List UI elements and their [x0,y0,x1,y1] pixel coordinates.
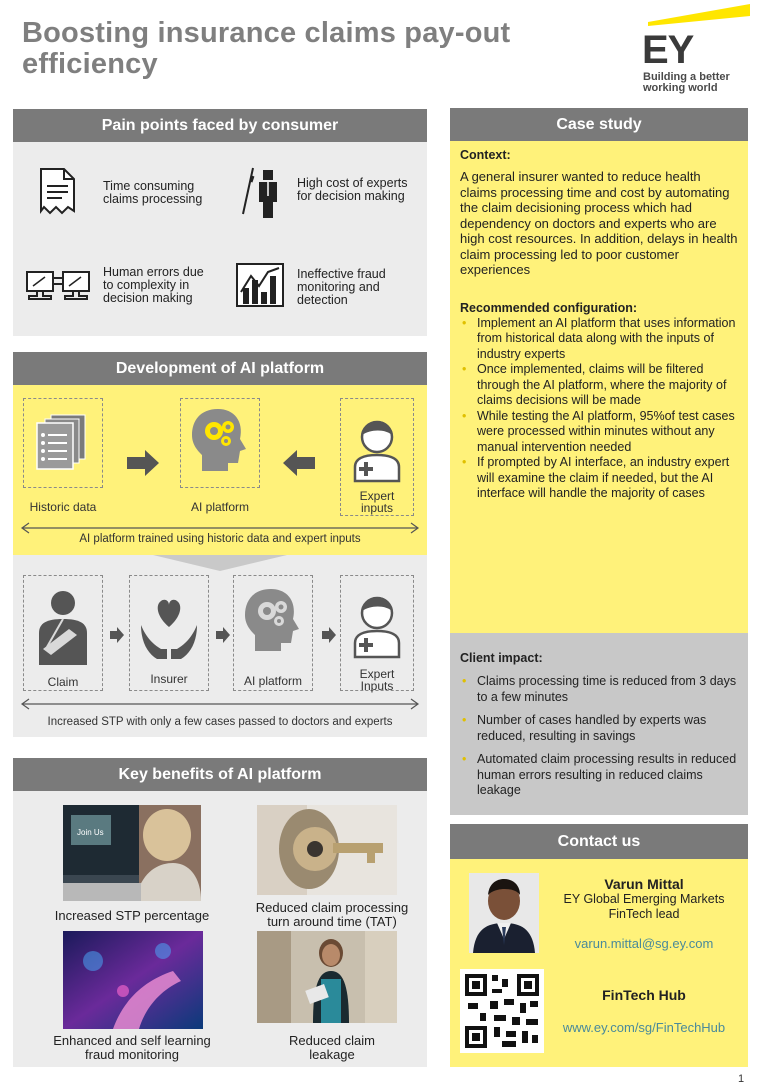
arrow-right-icon [125,449,161,477]
list-item: • Implement an AI platform that uses information from historical data along with the inputs of industry experts [460,316,739,363]
brain-gears-icon [241,585,305,655]
benefit-caption-4: Reduced claim leakage [289,1033,375,1062]
claim-label: Claim [47,675,79,689]
arrow-left-icon [281,449,317,477]
list-item: • While testing the AI platform, 95%of test cases were processed within minutes without any manual intervention needed [460,409,739,456]
ey-logo-bar-icon [640,2,752,28]
contact-heading: Contact us [450,824,748,859]
training-panel [13,385,427,555]
list-item: • Automated claim processing results in reduced human errors resulting in reduced claims leakage [460,752,739,799]
page-title: Boosting insurance claims pay-out efficiency [22,17,511,80]
pain-points-heading: Pain points faced by consumer [13,109,427,142]
list-item: • Claims processing time is reduced from 3 days to a few minutes [460,674,739,705]
ey-logo[interactable] [640,2,752,98]
benefit-image-computer [63,805,201,901]
list-item: • Once implemented, claims will be filtered through the AI platform, where the majority of claims decisions will be made [460,362,739,409]
svg-text:Join Us: Join Us [77,828,104,837]
contact-email-link[interactable]: varun.mittal@sg.ey.com [574,936,714,951]
impact-list [460,674,739,799]
doctor-icon [345,417,409,483]
process-caption: Increased STP with only a few cases passed to doctors and experts [47,716,393,728]
benefit-caption-1: Increased STP percentage [54,908,210,923]
benefit-image-digital-hand [63,931,203,1029]
impact-label: Client impact: [460,651,543,665]
fintech-hub-link[interactable]: www.ey.com/sg/FinTechHub [562,1020,726,1035]
client-impact-panel [450,633,748,815]
brain-gears-icon [188,405,252,475]
development-heading: Development of AI platform [13,352,427,385]
training-caption: AI platform trained using historic data and expert inputs [79,533,361,545]
doctor-icon [345,593,409,659]
pain-point-1: Time consuming claims processing [103,179,203,206]
pain-point-4: Ineffective fraud monitoring and detection [297,267,386,307]
insurer-label: Insurer [150,672,188,686]
documents-icon [33,413,93,473]
pain-points-panel [13,142,427,336]
ai-platform-label: AI platform [190,500,250,514]
arrow-right-icon [321,626,337,644]
list-item: • If prompted by AI interface, an industry expert will examine the claim if needed, but the AI interface will handle the majority of cases [460,455,739,502]
double-arrow-icon [19,698,421,710]
context-text: A general insurer wanted to reduce health claims processing time and cost by automating the claim decisioning process which had dependency on doctors and experts who are high cost resources. In addition, delays in health claim processing led to poor customer experiences [460,169,738,277]
funnel-shape [153,555,287,573]
caring-hands-icon [137,595,201,663]
benefit-caption-2: Reduced claim processing turn around time (TAT) [255,900,409,929]
benefits-panel [13,791,427,1067]
contact-role: EY Global Emerging Markets FinTech lead [563,892,725,921]
expert-icon [239,164,287,220]
context-label: Context: [460,148,511,162]
computers-icon [25,270,91,302]
case-study-panel [450,141,748,633]
document-icon [38,166,78,218]
config-list [460,316,739,502]
pain-point-3: Human errors due to complexity in decision making [103,265,204,305]
qr-code-icon[interactable] [460,969,544,1053]
avatar [469,873,539,953]
contact-name: Varun Mittal [604,876,684,892]
arrow-right-icon [215,626,231,644]
fintech-hub-title: FinTech Hub [602,987,686,1003]
pain-point-2: High cost of experts for decision making [297,176,408,203]
case-study-heading: Case study [450,108,748,141]
brand-name: EY [642,28,694,72]
arrow-right-icon [109,626,125,644]
expert-inputs-label: Expert inputs [359,489,395,515]
brand-tagline: Building a better working world [643,71,730,94]
benefit-image-key [257,805,397,895]
benefit-image-woman-tablet [257,931,397,1023]
process-panel [13,555,427,737]
benefits-heading: Key benefits of AI platform [13,758,427,791]
ai-platform-label-2: AI platform [243,674,303,688]
page-number: 1 [738,1073,745,1085]
historic-data-label: Historic data [29,500,97,514]
contact-panel [450,859,748,1067]
list-item: • Number of cases handled by experts was reduced, resulting in savings [460,713,739,744]
fraud-chart-icon [235,262,285,308]
expert-inputs-label-2: Expert Inputs [359,667,395,693]
injured-person-icon [33,589,93,669]
config-label: Recommended configuration: [460,300,638,315]
benefit-caption-3: Enhanced and self learning fraud monitoring [53,1033,211,1062]
